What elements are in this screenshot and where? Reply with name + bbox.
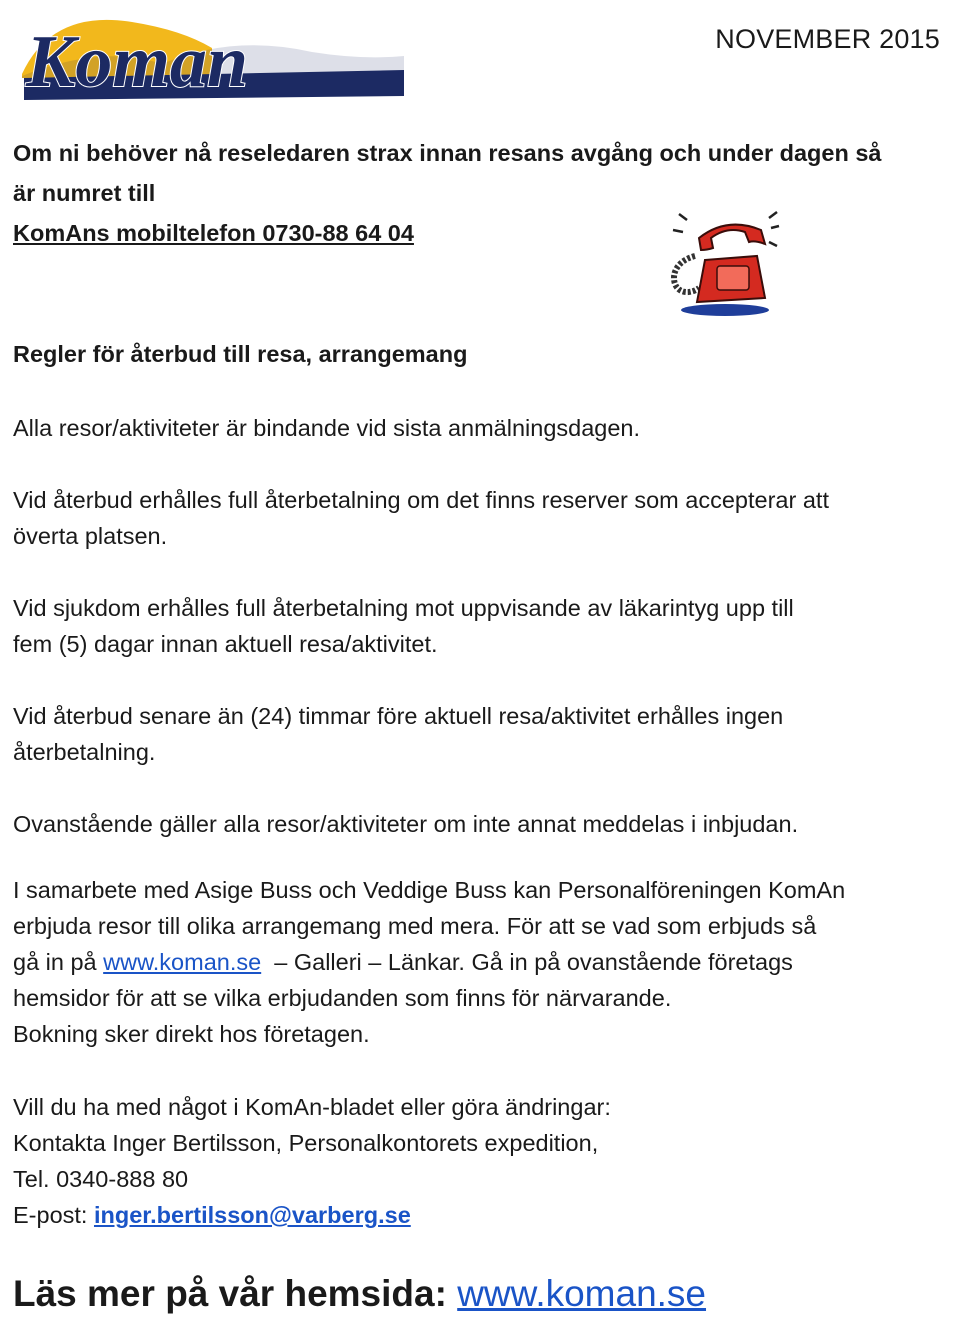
- issue-date: NOVEMBER 2015: [715, 24, 940, 54]
- email-label: E-post:: [13, 1202, 94, 1228]
- footer-callout: [13, 1270, 706, 1318]
- phone-handset: [699, 225, 765, 250]
- rules-line: återbetalning.: [13, 739, 156, 765]
- cooperation-line: hemsidor för att se vilka erbjudanden som finns för närvarande.: [13, 985, 672, 1011]
- cooperation-line: [13, 944, 845, 980]
- koman-logo: [12, 4, 406, 104]
- footer-website-link[interactable]: www.koman.se: [457, 1273, 707, 1314]
- rules-paragraph-2: [13, 482, 829, 554]
- rules-line: Vid återbud senare än (24) timmar före aktuell resa/aktivitet erhålles ingen: [13, 703, 784, 729]
- rules-paragraph-3: [13, 590, 794, 662]
- cooperation-line: erbjuda resor till olika arrangemang med mera. För att se vad som erbjuds så: [13, 913, 817, 939]
- rules-line: Vid sjukdom erhålles full återbetalning mot uppvisande av läkarintyg upp till: [13, 595, 794, 621]
- intro-line: är numret till: [13, 180, 156, 206]
- email-link[interactable]: inger.bertilsson@varberg.se: [93, 1202, 411, 1228]
- footer-text: Läs mer på vår hemsida:: [13, 1273, 458, 1314]
- cooperation-line: Bokning sker direkt hos företagen.: [13, 1021, 370, 1047]
- rules-heading: Regler för återbud till resa, arrangemang: [13, 341, 468, 367]
- cooperation-paragraph: [13, 872, 845, 1052]
- phone-shadow: [681, 304, 769, 316]
- phone-dial: [717, 266, 749, 290]
- contact-line: Kontakta Inger Bertilsson, Personalkontorets expedition,: [13, 1130, 599, 1156]
- contact-phone: Tel. 0340-888 80: [13, 1166, 189, 1192]
- rules-line: fem (5) dagar innan aktuell resa/aktivitet.: [13, 631, 438, 657]
- cooperation-text: – Galleri – Länkar. Gå in på ovanstående företags: [261, 949, 793, 975]
- logo-wordmark: Koman: [26, 21, 249, 103]
- phone-cord: [674, 256, 699, 292]
- cooperation-line: I samarbete med Asige Buss och Veddige Buss kan Personalföreningen KomAn: [13, 877, 846, 903]
- telephone-icon: [665, 208, 781, 320]
- rules-line: Vid återbud erhålles full återbetalning om det finns reserver som accepterar att: [13, 487, 829, 513]
- contact-block: [13, 1089, 611, 1233]
- contact-line: Vill du ha med något i KomAn-bladet eller göra ändringar:: [13, 1094, 611, 1120]
- mobile-phone-number: KomAns mobiltelefon 0730-88 64 04: [13, 220, 414, 246]
- koman-website-link[interactable]: www.koman.se: [103, 949, 262, 975]
- rules-paragraph-5: Ovanstående gäller alla resor/aktiviteter om inte annat meddelas i inbjudan.: [13, 811, 799, 837]
- rules-paragraph-4: [13, 698, 783, 770]
- contact-email-line: [13, 1197, 611, 1233]
- cooperation-text: gå in på: [13, 949, 104, 975]
- rules-line: överta platsen.: [13, 523, 168, 549]
- rules-paragraph-1: Alla resor/aktiviteter är bindande vid sista anmälningsdagen.: [13, 415, 641, 441]
- intro-line: Om ni behöver nå reseledaren strax innan resans avgång och under dagen så: [13, 140, 882, 166]
